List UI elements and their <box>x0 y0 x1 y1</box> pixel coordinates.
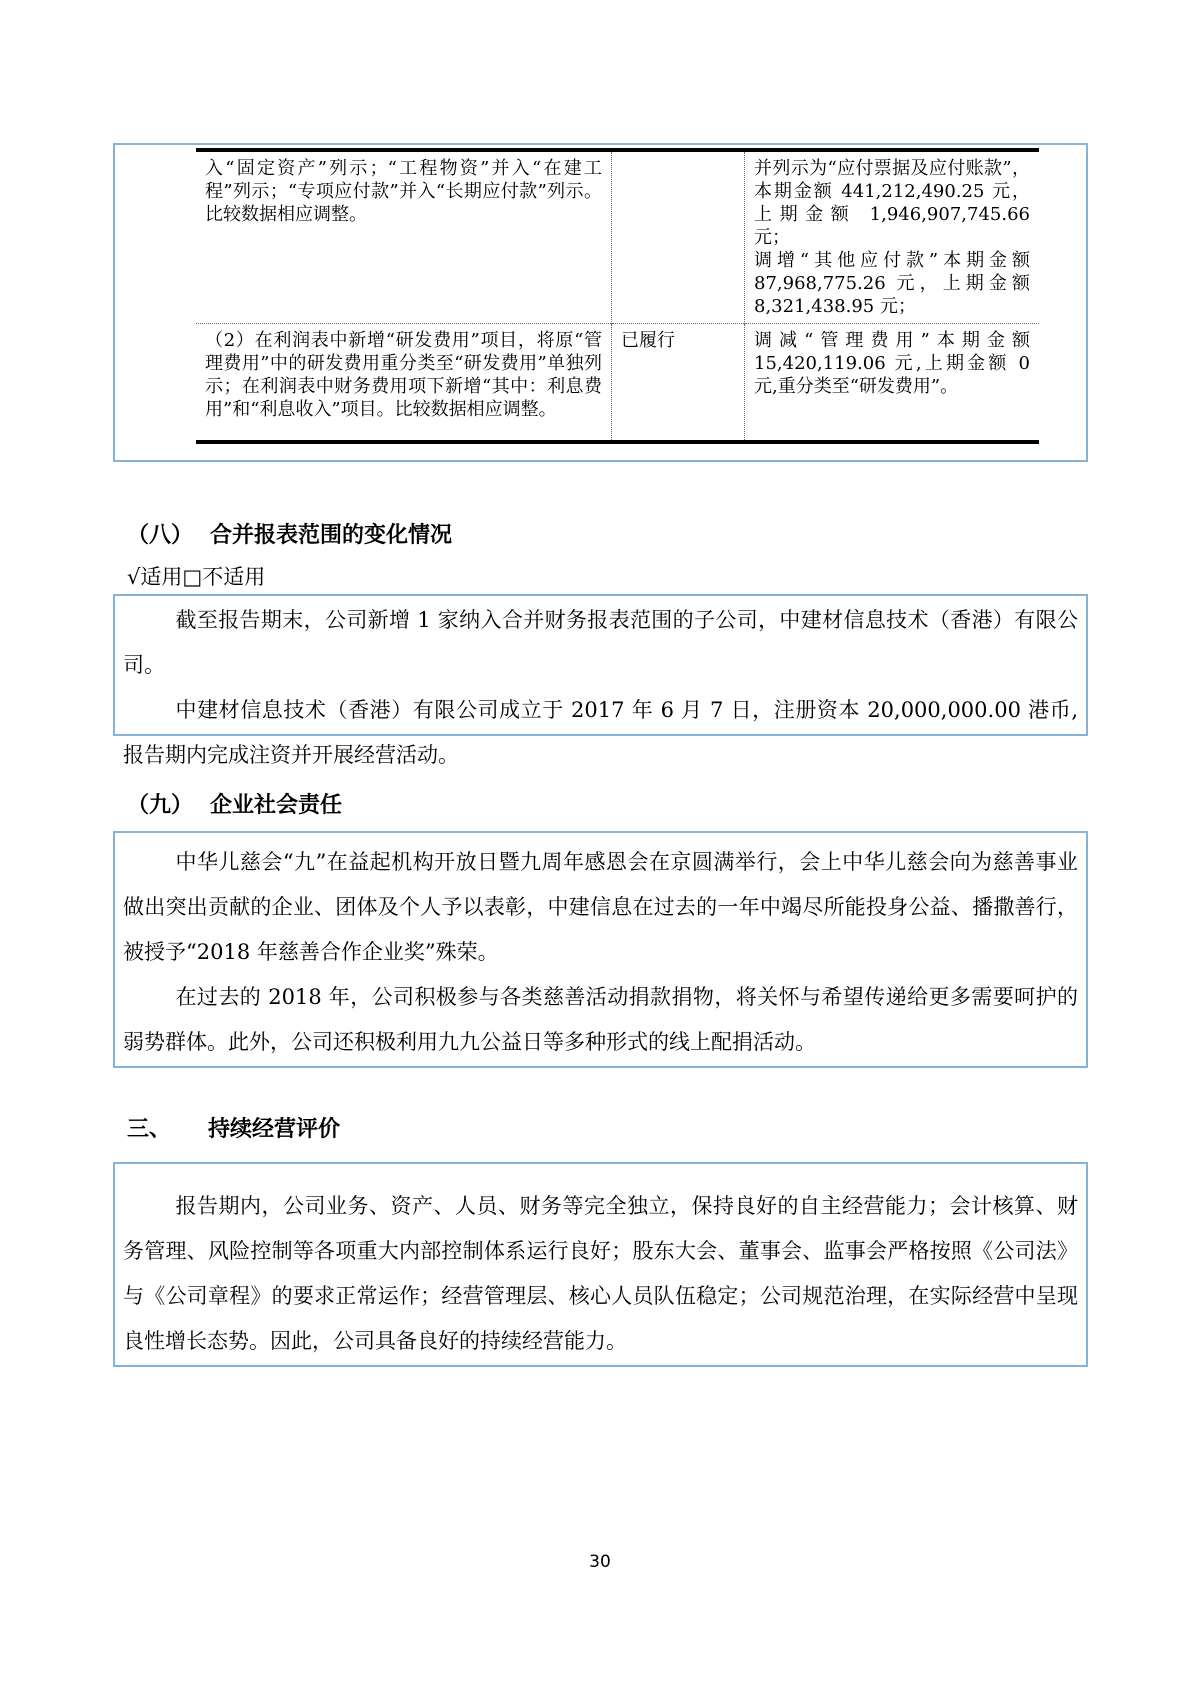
impact-text-1: 并列示为“应付票据及应付账款”，本期金额 441,212,490.25 元，上期金额 1,946,907,745.66 元； <box>754 158 1030 248</box>
section-title: 企业社会责任 <box>210 793 343 818</box>
scope-change-content-box <box>113 594 1088 767</box>
going-concern-content-box <box>113 1162 1088 1367</box>
table-row <box>196 324 1039 442</box>
section-heading-going-concern <box>127 1112 340 1143</box>
table-row <box>196 150 1039 324</box>
section-number: （九） <box>127 793 194 818</box>
impact-cell <box>745 150 1040 324</box>
accounting-changes-table <box>196 148 1039 444</box>
page-number: 30 <box>589 1552 611 1572</box>
section-heading-scope-change <box>127 518 452 549</box>
paragraph: 中华儿慈会“九”在益起机构开放日暨九周年感恩会在京圆满举行，会上中华儿慈会向为慈善事业做出突出贡献的企业、团体及个人予以表彰，中建信息在过去的一年中竭尽所能投身公益、播撒善行，被授予“2018 年慈善合作企业奖”殊荣。 <box>123 850 1078 964</box>
change-description-cell <box>196 150 612 324</box>
section-number: （八） <box>127 523 194 548</box>
status-cell <box>612 324 745 442</box>
impact-cell <box>745 324 1040 442</box>
paragraph: 中建材信息技术（香港）有限公司成立于 2017 年 6 月 7 日，注册资本 20,000,000.00 港币,报告期内完成注资并开展经营活动。 <box>123 698 1078 767</box>
status-text: 已履行 <box>621 330 675 351</box>
status-cell <box>612 150 745 324</box>
accounting-changes-table-box <box>113 143 1088 462</box>
section-number: 三、 <box>127 1117 172 1142</box>
change-description-text: 入“固定资产”列示；“工程物资”并入“在建工程”列示；“专项应付款”并入“长期应付款”列示。比较数据相应调整。 <box>205 158 602 225</box>
change-description-cell <box>196 324 612 442</box>
paragraph: 在过去的 2018 年，公司积极参与各类慈善活动捐款捐物，将关怀与希望传递给更多需要呵护的弱势群体。此外，公司还积极利用九九公益日等多种形式的线上配捐活动。 <box>123 985 1078 1054</box>
applicability-line: √适用□不适用 <box>127 565 266 589</box>
change-description-text: （2）在利润表中新增“研发费用”项目，将原“管理费用”中的研发费用重分类至“研发费用”单独列示；在利润表中财务费用项下新增“其中：利息费用”和“利息收入”项目。比较数据相应调整。 <box>205 330 602 420</box>
impact-text-1: 调减“管理费用”本期金额 15,420,119.06 元,上期金额 0 元,重分类至“研发费用”。 <box>754 330 1030 397</box>
csr-content-box <box>113 831 1088 1068</box>
section-title: 持续经营评价 <box>208 1117 341 1142</box>
section-heading-csr <box>127 788 342 819</box>
paragraph: 截至报告期末，公司新增 1 家纳入合并财务报表范围的子公司，中建材信息技术（香港）有限公司。 <box>123 608 1078 677</box>
section-title: 合并报表范围的变化情况 <box>210 523 453 548</box>
paragraph: 报告期内，公司业务、资产、人员、财务等完全独立，保持良好的自主经营能力；会计核算、财务管理、风险控制等各项重大内部控制体系运行良好；股东大会、董事会、监事会严格按照《公司法》与《公司章程》的要求正常运作；经营管理层、核心人员队伍稳定；公司规范治理，在实际经营中呈现良性增长态势。因此，公司具备良好的持续经营能力。 <box>123 1194 1078 1353</box>
impact-text-2: 调增“其他应付款”本期金额 87,968,775.26 元，上期金额 8,321,438.95 元； <box>754 250 1030 317</box>
